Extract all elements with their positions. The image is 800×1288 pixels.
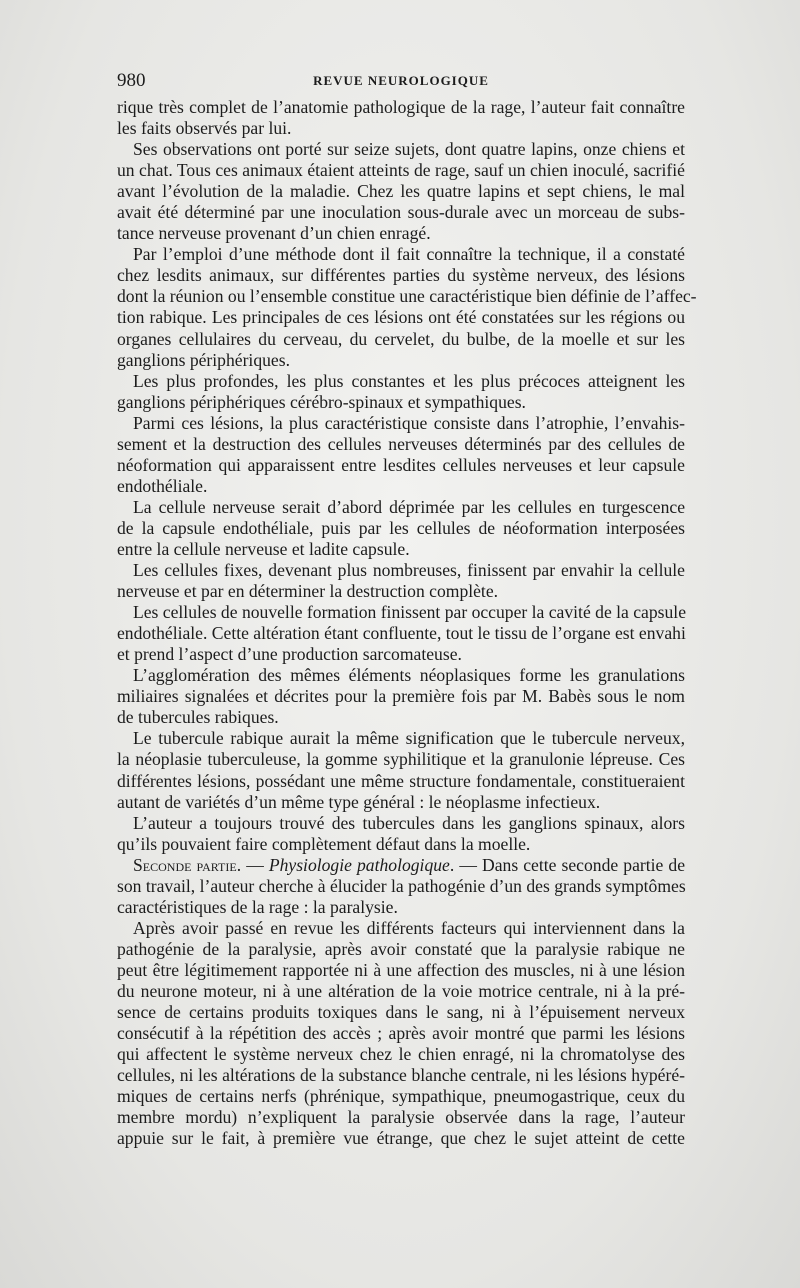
text-line: consécutif à la répétition des accès ; après avoir montré que parmi les lésions <box>117 1023 685 1044</box>
text-line: de la capsule endothéliale, puis par les cellules de néoformation interposées <box>117 517 685 538</box>
text-line: endothéliale. Cette altération étant confluente, tout le tissu de l’organe est envahi <box>117 623 686 644</box>
section-label: Seconde partie. <box>133 854 242 875</box>
text-line: entre la cellule nerveuse et ladite capsule. <box>117 538 410 559</box>
text-line: avait été déterminé par une inoculation sous-durale avec un morceau de subs- <box>117 202 685 223</box>
paragraph <box>117 560 685 602</box>
text-line: La cellule nerveuse serait d’abord déprimée par les cellules en turgescence <box>133 496 685 517</box>
text-line: Les cellules de nouvelle formation finissent par occuper la cavité de la capsule <box>133 602 687 623</box>
text-line: les faits observés par lui. <box>117 118 292 139</box>
text-line: Par l’emploi d’une méthode dont il fait connaître la technique, il a constaté <box>133 244 685 265</box>
paragraph <box>117 728 685 812</box>
text-line: pathogénie de la paralysie, après avoir constaté que la paralysie rabique ne <box>117 938 685 959</box>
text-line: organes cellulaires du cerveau, du cervelet, du bulbe, de la moelle et sur les <box>117 328 685 349</box>
paragraph <box>117 813 685 855</box>
text-line: qui affectent le système nerveux chez le chien enragé, ni la chromatolyse des <box>117 1044 685 1065</box>
paragraph <box>117 918 685 1150</box>
text-line: qu’ils pouvaient faire complètement défaut dans la moelle. <box>117 833 531 854</box>
paragraph <box>117 497 685 560</box>
paragraph <box>117 602 685 665</box>
paragraph <box>117 371 685 413</box>
text-line: Le tubercule rabique aurait la même signification que le tubercule nerveux, <box>133 728 685 749</box>
text-line: sement et la destruction des cellules nerveuses déterminés par des cellules de <box>117 433 685 454</box>
text-line: nerveuse et par en déterminer la destruction complète. <box>117 581 499 602</box>
text-line: miliaires signalées et décrites pour la première fois par M. Babès sous le nom <box>117 686 685 707</box>
text-line: tance nerveuse provenant d’un chien enragé. <box>117 223 431 244</box>
text-line: ganglions périphériques cérébro-spinaux et sympathiques. <box>117 391 526 412</box>
text-line: néoformation qui apparaissent entre lesdites cellules nerveuses et leur capsule <box>117 454 685 475</box>
text-line: chez lesdits animaux, sur différentes parties du système nerveux, des lésions <box>117 265 685 286</box>
text-line: de tubercules rabiques. <box>117 707 279 728</box>
paragraph <box>117 244 697 370</box>
text-line: L’auteur a toujours trouvé des tubercules dans les ganglions spinaux, alors <box>133 812 685 833</box>
text-line: membre mordu) n’expliquent la paralysie observée dans la rage, l’auteur <box>117 1107 685 1128</box>
text-line: tion rabique. Les principales de ces lésions ont été constatées sur les régions ou <box>117 307 685 328</box>
text-segment: . — Dans cette seconde partie de <box>449 854 686 875</box>
text-line: Les cellules fixes, devenant plus nombreuses, finissent par envahir la cellule <box>133 560 685 581</box>
text-line <box>117 855 685 876</box>
paragraph <box>117 97 685 139</box>
text-line: miques de certains nerfs (phrénique, sympathique, pneumogastrique, ceux du <box>117 1086 685 1107</box>
text-line: sence de certains produits toxiques dans le sang, ni à l’épuisement nerveux <box>117 1002 685 1023</box>
text-line: Les plus profondes, les plus constantes et les plus précoces atteignent les <box>133 370 685 391</box>
page-header <box>117 70 685 92</box>
paragraph <box>117 413 685 497</box>
text-line: rique très complet de l’anatomie pathologique de la rage, l’auteur fait connaître <box>117 97 685 117</box>
text-line: ganglions périphériques. <box>117 349 290 370</box>
paragraph <box>117 855 685 918</box>
text-line: appuie sur le fait, à première vue étrange, que chez le sujet atteint de cette <box>117 1128 685 1149</box>
text-line: cellules, ni les altérations de la substance blanche centrale, ni les lésions hypéré- <box>117 1065 685 1086</box>
section-title: Physiologie pathologique <box>268 854 450 875</box>
text-segment: — <box>241 854 269 875</box>
text-line: endothéliale. <box>117 475 208 496</box>
text-line: Parmi ces lésions, la plus caractéristique consiste dans l’atrophie, l’envahis- <box>133 412 685 433</box>
text-line: dont la réunion ou l’ensemble constitue une caractéristique bien définie de l’affec- <box>117 286 697 307</box>
text-line: Après avoir passé en revue les différents facteurs qui interviennent dans la <box>133 917 685 938</box>
text-line: autant de variétés d’un même type général : le néoplasme infectieux. <box>117 791 601 812</box>
text-line: un chat. Tous ces animaux étaient atteints de rage, sauf un chien inoculé, sacrifié <box>117 160 685 181</box>
text-line: L’agglomération des mêmes éléments néoplasiques forme les granulations <box>133 665 685 686</box>
running-title: REVUE NEUROLOGIQUE <box>313 73 489 88</box>
page-number: 980 <box>117 70 146 91</box>
text-line: et prend l’aspect d’une production sarcomateuse. <box>117 644 462 665</box>
text-line: caractéristiques de la rage : la paralysie. <box>117 896 398 917</box>
body-text <box>117 97 697 1149</box>
text-line: peut être légitimement rapportée ni à une affection des muscles, ni à une lésion <box>117 959 685 980</box>
text-line: son travail, l’auteur cherche à élucider la pathogénie d’un des grands symptômes <box>117 875 686 896</box>
text-line: avant l’évolution de la maladie. Chez les quatre lapins et sept chiens, le mal <box>117 181 685 202</box>
text-line: Ses observations ont porté sur seize sujets, dont quatre lapins, onze chiens et <box>133 139 685 160</box>
text-line: du neurone moteur, ni à une altération de la voie motrice centrale, ni à la pré- <box>117 980 685 1001</box>
text-line: la néoplasie tuberculeuse, la gomme syphilitique et la granulonie lépreuse. Ces <box>117 749 685 770</box>
paragraph <box>117 139 685 244</box>
text-line: différentes lésions, possédant une même structure fondamentale, constitueraient <box>117 770 685 791</box>
paragraph <box>117 665 685 728</box>
